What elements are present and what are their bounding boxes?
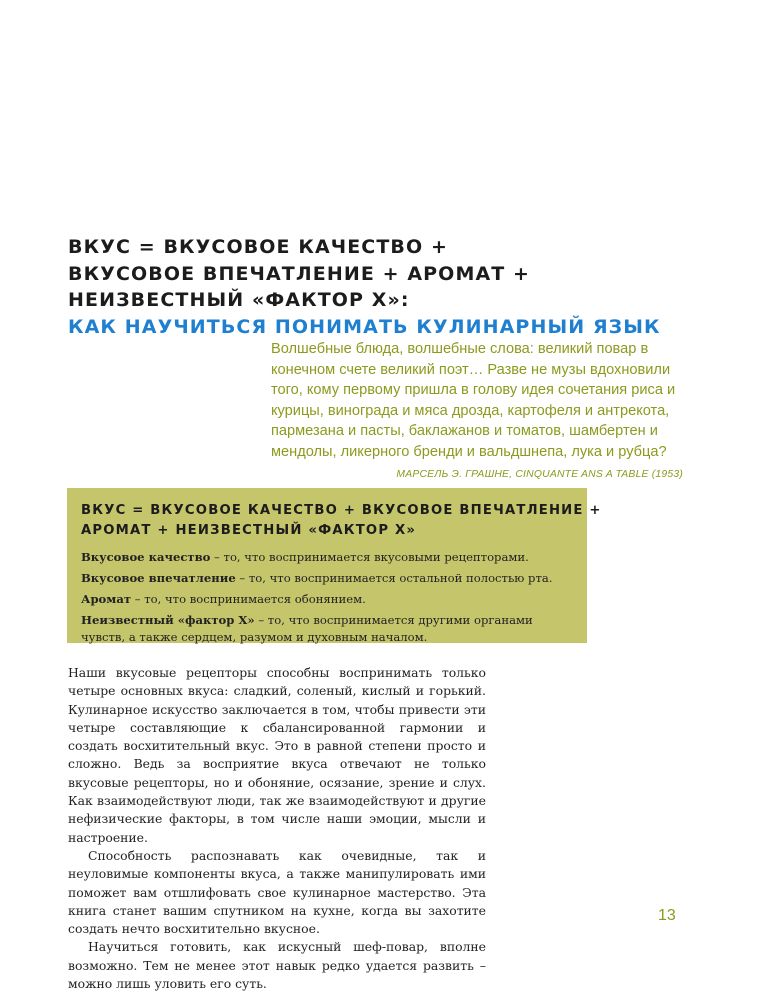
definition-text: – то, что воспринимается остальной полостью рта. [235, 571, 553, 585]
title-line: ВКУСОВОЕ ВПЕЧАТЛЕНИЕ + АРОМАТ + [68, 262, 531, 285]
definition-text: – то, что воспринимается вкусовыми рецепторами. [210, 550, 529, 564]
definition-term: Вкусовое впечатление [81, 571, 236, 585]
definition-item [81, 570, 573, 587]
title-line: НЕИЗВЕСТНЫЙ «ФАКТОР Х»: [68, 289, 410, 311]
definition-item [81, 591, 573, 608]
page-number: 13 [658, 907, 676, 924]
definition-box [67, 488, 602, 644]
body-paragraph: Наши вкусовые рецепторы способны воспринимать только четыре основных вкуса: сладкий, соленый, кислый и горький. Кулинарное искусство заключается в том, чтобы привести эти четыре составляющие к сбалансированной гармонии и создать восхитительный вкус. Это в равной степени просто и сложно. Ведь за восприятие вкуса отвечают не только вкусовые рецепторы, но и обоняние, осязание, зрение и слух. Как взаимодействуют люди, так же взаимодействуют и другие нефизические факторы, в том числе наши эмоции, мысли и настроение. [68, 665, 486, 845]
body-paragraph: Научиться готовить, как искусный шеф-повар, вполне возможно. Тем не менее этот навык редко удается развить – можно лишь уловить его суть. [68, 939, 486, 992]
definition-item [81, 612, 573, 646]
page-title [68, 234, 708, 340]
body-text [68, 664, 486, 993]
epigraph-quote: Волшебные блюда, волшебные слова: великий повар в конечном счете великий поэт… Разве не музы вдохновили того, кому первому пришла в голову идея сочетания риса и курицы, винограда и мяса дрозда, картофеля и антрекота, пармезана и пасты, баклажанов и томатов, шамбертен и мендолы, ликерного бренди и вальдшнепа, лука и рубца? [271, 341, 676, 460]
page-subtitle: КАК НАУЧИТЬСЯ ПОНИМАТЬ КУЛИНАРНЫЙ ЯЗЫК [68, 315, 661, 338]
definition-box-title [81, 501, 602, 540]
definition-text: – то, что воспринимается обонянием. [131, 592, 366, 606]
box-title-line: АРОМАТ + НЕИЗВЕСТНЫЙ «ФАКТОР Х» [81, 522, 417, 538]
box-title-line: ВКУС = ВКУСОВОЕ КАЧЕСТВО + ВКУСОВОЕ ВПЕЧАТЛЕНИЕ + [81, 503, 602, 518]
body-paragraph: Способность распознавать как очевидные, так и неуловимые компоненты вкуса, а также манипулировать ими поможет вам отшлифовать свое кулинарное мастерство. Эта книга станет вашим спутником на кухне, когда вы захотите создать нечто восхитительно вкусное. [68, 847, 486, 937]
title-line: ВКУС = ВКУСОВОЕ КАЧЕСТВО + [68, 236, 448, 258]
epigraph [271, 339, 683, 486]
definition-item [81, 549, 573, 566]
epigraph-source: МАРСЕЛЬ Э. ГРАШНЕ, CINQUANTE ANS A TABLE (1953) [396, 469, 683, 480]
definition-term: Вкусовое качество [81, 550, 211, 564]
definition-term: Аромат [81, 592, 132, 606]
definition-text: – то, что воспринимается другими органами чувств, а также сердцем, разумом и духовным началом. [81, 613, 533, 644]
definition-term: Неизвестный «фактор Х» [81, 613, 255, 627]
